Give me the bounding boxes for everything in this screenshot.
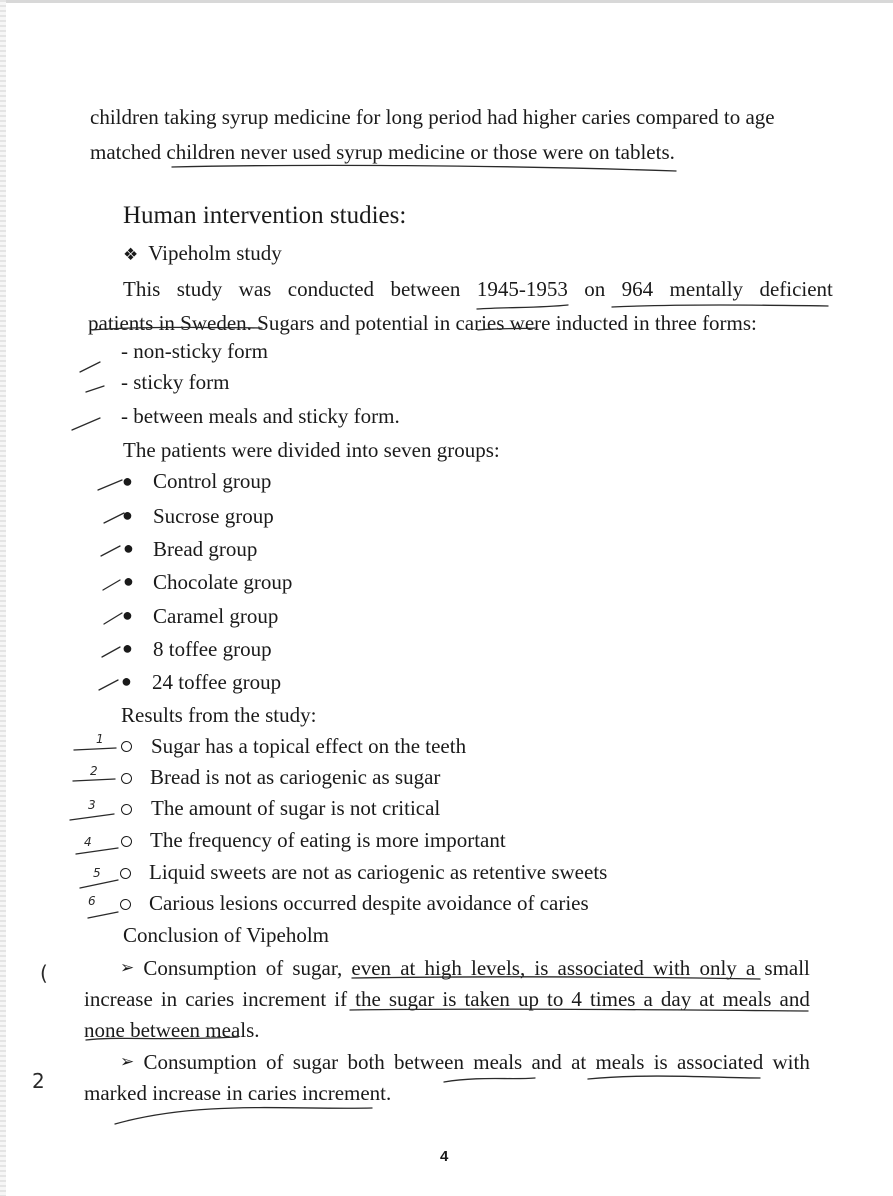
word: is [534, 956, 549, 980]
arrow-bullet-icon: ➢ [120, 1052, 135, 1072]
word: a [643, 987, 653, 1011]
word: day [660, 987, 692, 1011]
word: conducted [287, 277, 375, 301]
conclusion-2-line-2: marked increase in caries increment. [84, 1081, 392, 1105]
word: 1945-1953 [476, 277, 568, 301]
pen-tick [103, 580, 120, 590]
group-item: Sucrose group [153, 504, 274, 528]
word: and [531, 1050, 562, 1074]
word: at [400, 956, 416, 980]
word: is [653, 1050, 668, 1074]
word: times [589, 987, 636, 1011]
pen-tick [80, 880, 118, 888]
word: at [699, 987, 715, 1011]
pen-underline [444, 1078, 535, 1082]
word: mentally [669, 277, 744, 301]
word: if [334, 987, 348, 1011]
word: even [351, 956, 392, 980]
word: This [123, 277, 161, 301]
word: deficient [759, 277, 833, 301]
pen-underline [86, 1037, 238, 1040]
group-item: Caramel group [153, 604, 279, 628]
word: between [390, 277, 461, 301]
pen-tick [86, 386, 104, 392]
handwritten-number: 3 [88, 798, 96, 812]
section-heading: Human intervention studies: [123, 202, 407, 229]
form-item: - between meals and sticky form. [121, 404, 400, 428]
margin-mark: 2 [32, 1069, 45, 1093]
pen-underline [350, 1009, 808, 1011]
result-item: Carious lesions occurred despite avoidance of caries [149, 891, 589, 915]
page-number: 4 [440, 1148, 449, 1165]
pen-tick [72, 418, 100, 430]
conclusion-1-line-3: none between meals. [84, 1018, 260, 1042]
form-item: - non-sticky form [121, 339, 268, 363]
margin-mark: ( [40, 961, 48, 985]
groups-intro: The patients were divided into seven groups: [123, 438, 500, 462]
pen-tick [76, 848, 118, 854]
word: increment [242, 987, 327, 1011]
word: sugar, [292, 956, 343, 980]
bullet-dot-icon: ● [122, 638, 133, 658]
pen-tick [88, 912, 118, 918]
handwritten-number: 1 [96, 732, 104, 746]
word: is [442, 987, 457, 1011]
handwritten-number: 5 [93, 866, 101, 880]
pen-underline [477, 305, 568, 309]
pen-tick [99, 680, 118, 690]
pen-underline [172, 165, 676, 171]
results-heading: Results from the study: [121, 703, 317, 727]
word: a [745, 956, 756, 980]
handwritten-number: 2 [90, 764, 98, 778]
result-item: Liquid sweets are not as cariogenic as retentive sweets [149, 860, 608, 884]
bullet-dot-icon: ● [122, 605, 133, 625]
handwritten-number: 6 [88, 894, 96, 908]
bullet-dot-icon: ● [122, 471, 133, 491]
pen-tick [73, 779, 115, 781]
word: of [265, 956, 284, 980]
handwritten-number: 4 [84, 835, 92, 849]
word: 964 [621, 277, 654, 301]
pen-tick [101, 546, 120, 556]
pen-tick [104, 513, 124, 523]
word: meals [595, 1050, 645, 1074]
pen-tick [74, 748, 116, 750]
word: Consumption [143, 956, 257, 980]
word: with [772, 1050, 810, 1074]
pen-underline [612, 305, 828, 307]
result-item: The frequency of eating is more important [150, 828, 506, 852]
arrow-bullet-icon: ➢ [120, 958, 135, 978]
group-item: Control group [153, 469, 272, 493]
pen-tick [102, 647, 120, 657]
pen-tick [70, 814, 114, 820]
bullet-dot-icon: ● [123, 571, 134, 591]
word: of [265, 1050, 284, 1074]
word: on [584, 277, 606, 301]
bullet-dot-icon: ● [121, 671, 132, 691]
description-line-2: patients in Sweden. Sugars and potential in caries were inducted in three forms: [88, 311, 757, 335]
pen-tick [80, 362, 100, 372]
word: with [652, 956, 691, 980]
word: high [424, 956, 462, 980]
word: at [571, 1050, 587, 1074]
word: in [160, 987, 178, 1011]
word: both [347, 1050, 385, 1074]
word: study [176, 277, 223, 301]
word: small [764, 956, 810, 980]
word: caries [185, 987, 235, 1011]
word: was [238, 277, 272, 301]
group-item: 8 toffee group [153, 637, 272, 661]
pen-underline [478, 328, 535, 330]
group-item: Chocolate group [153, 570, 293, 594]
word: taken [464, 987, 510, 1011]
group-item: 24 toffee group [152, 670, 282, 694]
word: up [517, 987, 539, 1011]
group-item: Bread group [153, 537, 258, 561]
word: associated [676, 1050, 764, 1074]
result-item: Bread is not as cariogenic as sugar [150, 765, 441, 789]
word: meals [722, 987, 772, 1011]
word: to [547, 987, 564, 1011]
pen-underline [352, 977, 760, 979]
study-title: Vipeholm study [148, 241, 282, 265]
pen-tick [98, 480, 122, 490]
word: sugar [388, 987, 435, 1011]
result-item: Sugar has a topical effect on the teeth [151, 734, 467, 758]
pen-tick [104, 613, 122, 624]
word: and [779, 987, 810, 1011]
word: Consumption [143, 1050, 257, 1074]
word: the [355, 987, 381, 1011]
word: sugar [292, 1050, 339, 1074]
result-item: The amount of sugar is not critical [151, 796, 441, 820]
word: between [394, 1050, 464, 1074]
diamond-bullet-icon: ❖ [123, 245, 139, 265]
conclusion-heading: Conclusion of Vipeholm [123, 923, 330, 947]
bullet-dot-icon: ● [122, 505, 133, 525]
form-item: - sticky form [121, 370, 230, 394]
intro-line-1-text: children taking syrup medicine for long period had higher caries compared to age [90, 105, 775, 129]
word: only [699, 956, 737, 980]
word: 4 [571, 987, 582, 1011]
pen-underline [588, 1076, 760, 1079]
intro-line-2: matched children never used syrup medicine or those were on tablets. [90, 140, 675, 164]
word: levels, [470, 956, 526, 980]
word: associated [557, 956, 644, 980]
pen-underline [92, 327, 262, 330]
word: increase [84, 987, 153, 1011]
word: meals [473, 1050, 523, 1074]
pen-underline [115, 1108, 372, 1124]
bullet-dot-icon: ● [123, 538, 134, 558]
